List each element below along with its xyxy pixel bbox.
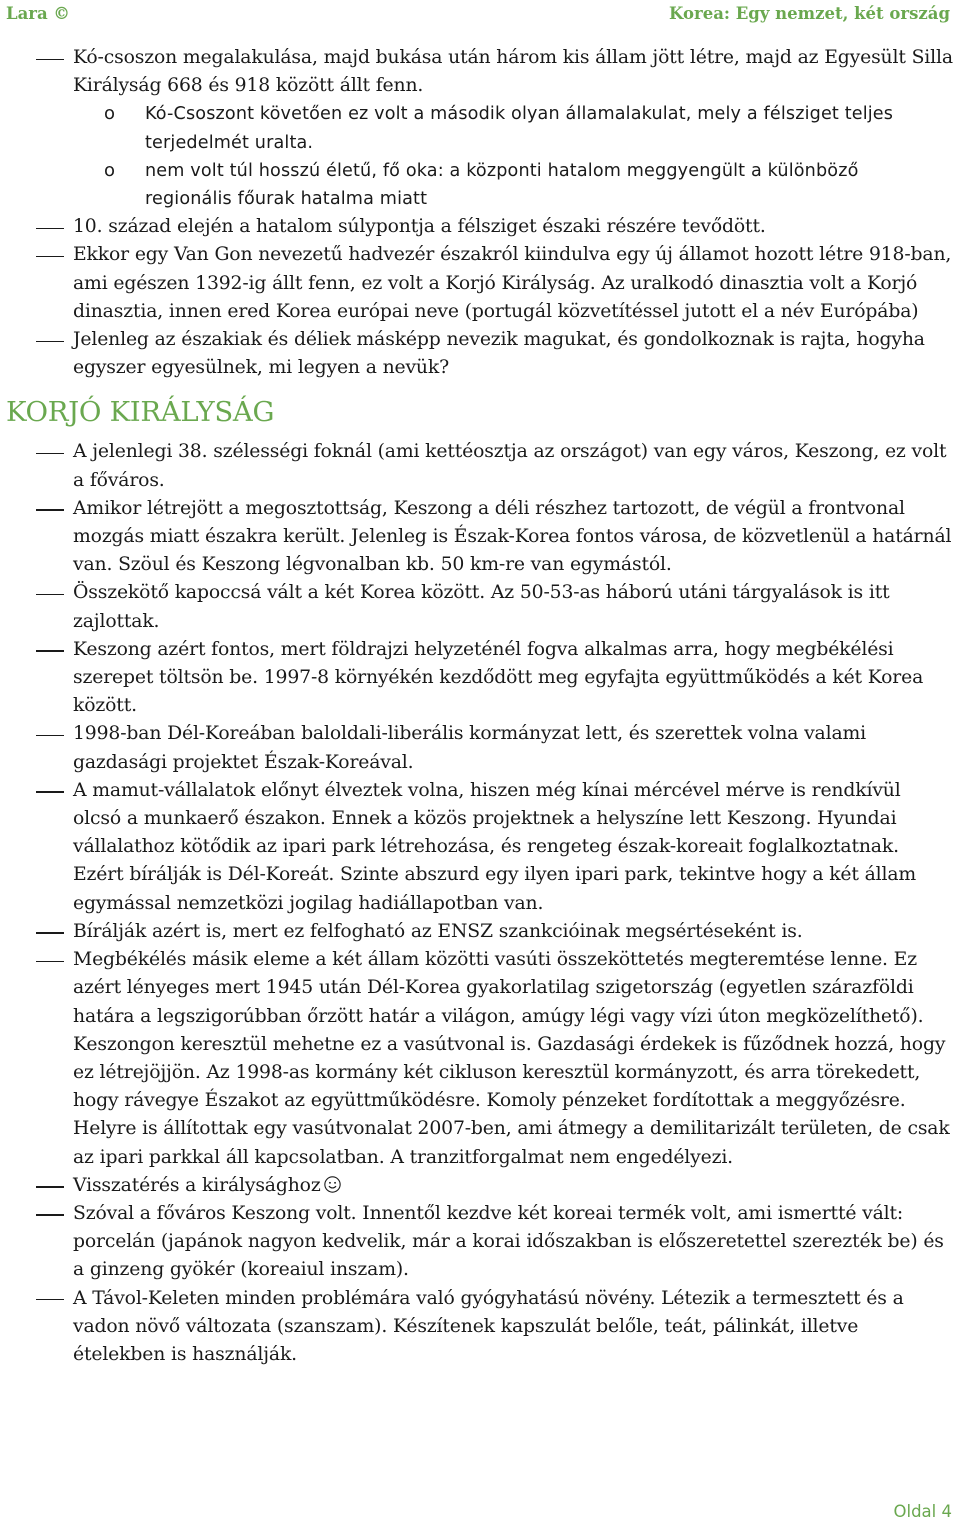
header-author: Lara © xyxy=(6,4,70,23)
list-item xyxy=(0,1172,960,1200)
document-body xyxy=(0,44,960,1369)
list-item-text: 10. század elején a hatalom súlypontja a félsziget északi részére tevődött. xyxy=(73,216,766,238)
list-item-text: Kó-csoszon megalakulása, majd bukása után három kis állam jött létre, majd az Egyesült Silla Királyság 668 és 918 között állt fenn. xyxy=(73,47,953,97)
list-item-text: A mamut-vállalatok előnyt élveztek volna, hiszen még kínai mércével mérve is rendkívül olcsó a munkaerő északon. Ennek a közös projektnek a helyszíne lett Keszong. Hyundai vállalathoz kötődik az ipari park létrehozása, és rengeteg észak-koreait foglalkoztatnak. Ezért bírálják is Dél-Koreát. Szinte abszurd egy ilyen ipari park, tekintve hogy a két állam egymással nemzetközi jogilag hadiállapotban van. xyxy=(73,779,917,914)
page-number: Oldal 4 xyxy=(893,1502,952,1521)
list-item xyxy=(0,326,960,382)
circle-bullet-icon: o xyxy=(104,103,116,125)
list-item-text: Amikor létrejött a megosztottság, Keszong a déli részhez tartozott, de végül a frontvonal mozgás miatt északra került. Jelenleg is Észak-Korea fontos városa, de közvetlenül a határnál van. Szöul és Keszong légvonalban kb. 50 km-re van egymástól. xyxy=(73,497,952,576)
list-item-text: Kó-Csoszont követően ez volt a második olyan államalakulat, mely a félsziget teljes terjedelmét uralta. xyxy=(145,104,894,153)
list-item xyxy=(0,44,960,100)
list-item-text: Megbékélés másik eleme a két állam közötti vasúti összeköttetés megteremtése lenne. Ez azért lényeges mert 1945 után Dél-Korea gyakorlatilag szigetország (egyetlen szárazföldi határa a legszigorúbban őrzött határ a világon, amúgy légi vagy vízi úton megközelíthető). Keszongon keresztül mehetne ez a vasútvonal is. Gazdasági érdekek is fűződnek hozzá, hogy ez létrejöjjön. Az 1998-as kormány két cikluson keresztül kormányzott, és arra törekedett, hogy rávegye Északot az együttműködésre. Komoly pénzeket fordítottak a meggyőzésre. Helyre is állítottak egy vasútvonalat 2007-ben, ami átmegy a demilitarizált területen, de csak az ipari parkkal áll kapcsolatban. A tranzitforgalmat nem engedélyezi. xyxy=(73,949,950,1168)
list-item-text: Összekötő kapoccsá vált a két Korea között. Az 50-53-as háború utáni tárgyalások is itt zajlottak. xyxy=(73,582,890,632)
list-item xyxy=(0,777,960,918)
list-item xyxy=(0,157,960,213)
list-item xyxy=(0,1285,960,1370)
section-heading: KORJÓ KIRÁLYSÁG xyxy=(6,396,275,429)
list-item-text: A jelenlegi 38. szélességi foknál (ami kettéosztja az országot) van egy város, Keszong, ez volt a főváros. xyxy=(73,441,947,491)
list-item xyxy=(0,918,960,946)
list-item-text: A Távol-Keleten minden problémára való gyógyhatású növény. Létezik a termesztett és a vadon növő változata (szanszam). Készítenek kapszulát belőle, teát, pálinkát, illetve ételekben is használják. xyxy=(73,1287,904,1365)
list-item-text: Jelenleg az északiak és déliek másképp nevezik magukat, és gondolkoznak is rajta, hogyha egyszer egyesülnek, mi legyen a nevük? xyxy=(73,329,925,379)
list-item-text: Szóval a főváros Keszong volt. Innentől kezdve két koreai termék volt, ami ismertté vált: porcelán (japánok nagyon kedvelik, már a korai időszakban is előszeretettel szerezték be) és a ginzeng gyökér (koreaiul inszam). xyxy=(73,1202,944,1281)
page-header xyxy=(6,4,950,28)
list-item-text: 1998-ban Dél-Koreában baloldali-liberális kormányzat lett, és szerettek volna valami gazdasági projektet Észak-Koreával. xyxy=(73,723,867,773)
list-item xyxy=(0,1200,960,1285)
list-item xyxy=(0,495,960,580)
header-title: Korea: Egy nemzet, két ország xyxy=(669,4,950,23)
list-item-text: Ekkor egy Van Gon nevezetű hadvezér északról kiindulva egy új államot hozott létre 918-ban, ami egészen 1392-ig állt fenn, ez volt a Korjó Királyság. Az uralkodó dinasztia volt a Korjó dinasztia, innen ered Korea európai neve (portugál közvetítéssel jutott el a név Európába) xyxy=(73,244,952,322)
list-item-text: Visszatérés a királysághoz xyxy=(73,1172,954,1200)
smiley-icon xyxy=(324,1176,341,1193)
list-item xyxy=(0,213,960,241)
circle-bullet-icon: o xyxy=(104,159,116,181)
list-item-text: Keszong azért fontos, mert földrajzi helyzeténél fogva alkalmas arra, hogy megbékélési szerepet töltsön be. 1997-8 környékén kezdődött meg egyfajta együttműködés a két Korea között. xyxy=(73,638,924,717)
bullet-list-intro xyxy=(0,44,960,382)
list-item xyxy=(0,100,960,156)
list-item xyxy=(0,946,960,1172)
list-item-text: Bírálják azért is, mert ez felfogható az ENSZ szankcióinak megsértéseként is. xyxy=(73,920,803,942)
list-item xyxy=(0,438,960,494)
list-item xyxy=(0,720,960,776)
list-item xyxy=(0,636,960,721)
bullet-list-korjo xyxy=(0,438,960,1369)
list-item xyxy=(0,579,960,635)
list-item xyxy=(0,241,960,326)
list-item-text: nem volt túl hosszú életű, fő oka: a központi hatalom meggyengült a különböző regionális főurak hatalma miatt xyxy=(145,160,859,210)
